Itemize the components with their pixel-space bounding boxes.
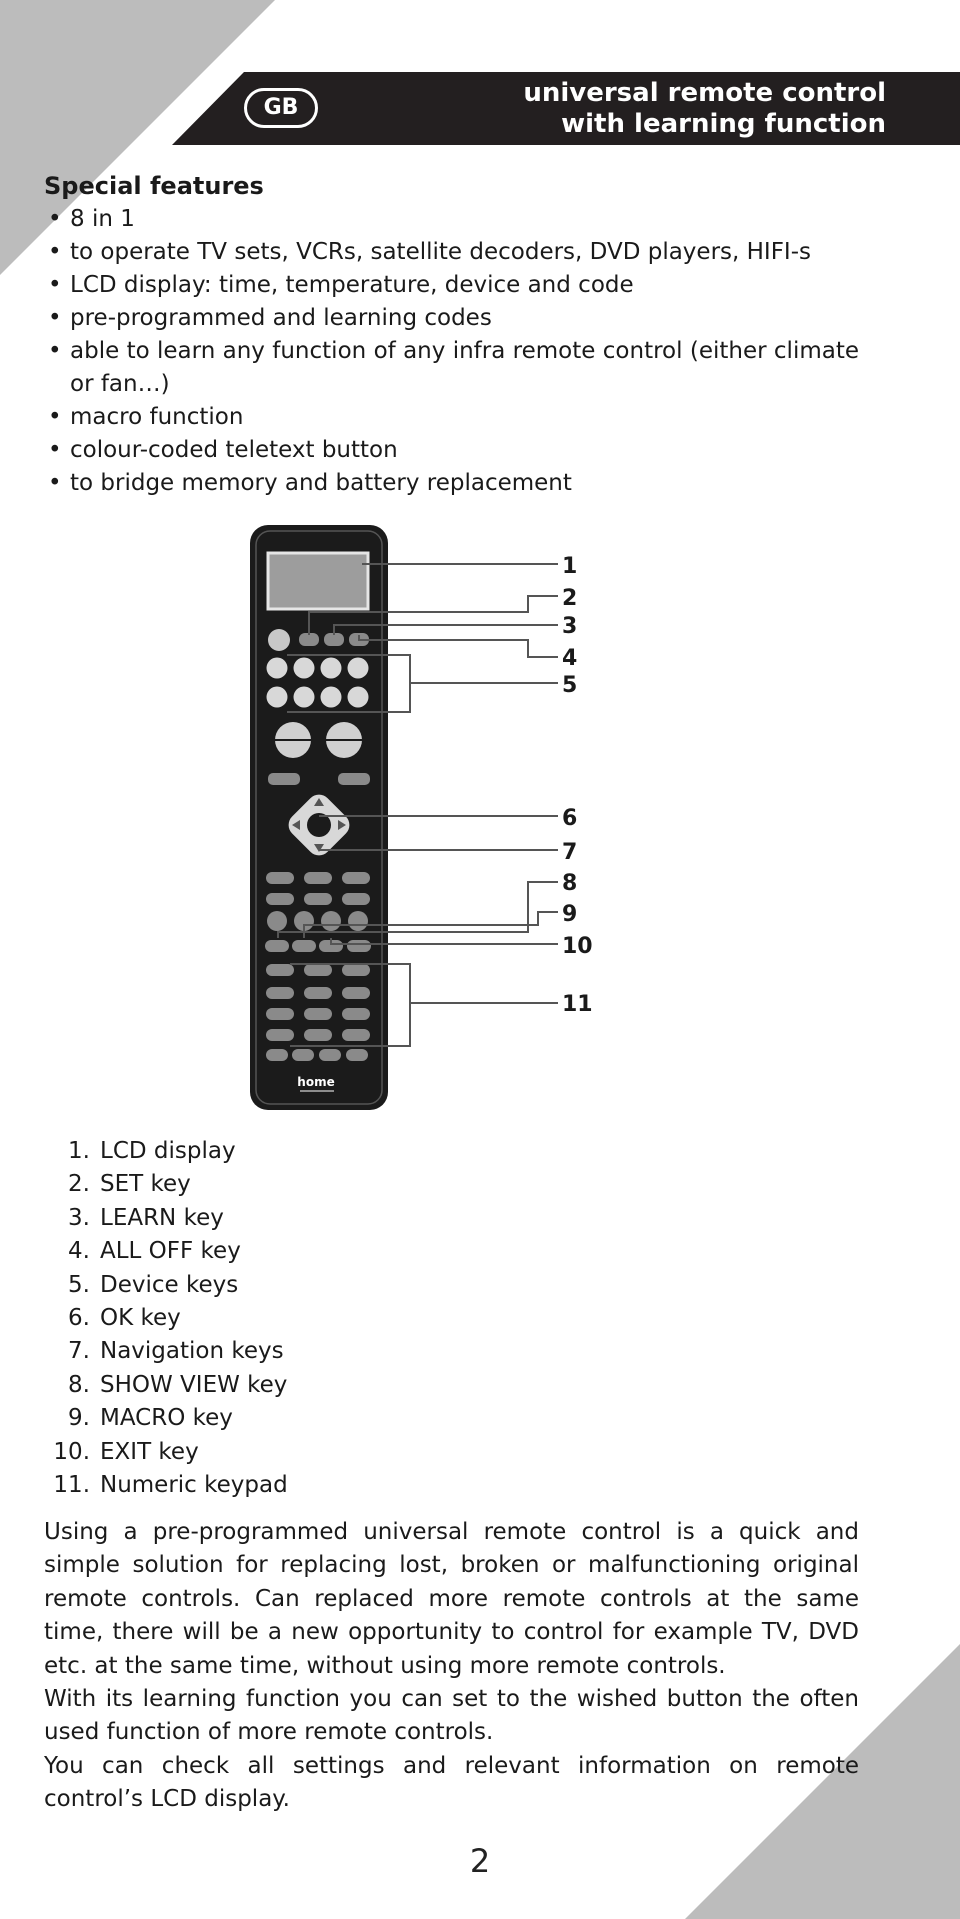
item-number: 9. bbox=[68, 1405, 90, 1432]
item-number: 2. bbox=[68, 1171, 90, 1198]
callout-8: 8 bbox=[562, 871, 578, 896]
parts-list-item bbox=[44, 1469, 544, 1502]
parts-list-item bbox=[44, 1235, 544, 1268]
callout-11: 11 bbox=[562, 992, 593, 1017]
callout-4: 4 bbox=[562, 646, 578, 671]
features-heading: Special features bbox=[44, 172, 264, 200]
parts-list-item bbox=[44, 1335, 544, 1368]
title-line-2: with learning function bbox=[561, 109, 886, 139]
item-label: Device keys bbox=[100, 1271, 239, 1298]
item-number: 1. bbox=[68, 1138, 90, 1164]
paragraph: You can check all settings and relevant information on remote control’s LCD display. bbox=[44, 1752, 859, 1813]
feature-item: • to bridge memory and battery replacement bbox=[44, 467, 859, 500]
paragraph: Using a pre-programmed universal remote control is a quick and simple solution for replacing lost, broken or malfunctioning original remote controls. Can replaced more remote controls at the same time, there will be a new opportunity to control for example TV, DVD etc. at the same time, without using more remote controls. bbox=[44, 1519, 859, 1679]
item-number: 7. bbox=[68, 1338, 90, 1365]
item-label: MACRO key bbox=[100, 1405, 233, 1432]
item-label: Navigation keys bbox=[100, 1338, 284, 1365]
callout-6: 6 bbox=[562, 806, 578, 831]
language-badge: GB bbox=[244, 88, 318, 128]
item-label: ALL OFF key bbox=[100, 1238, 241, 1265]
callout-10: 10 bbox=[562, 934, 593, 959]
feature-item: • able to learn any function of any infra remote control (either climate or fan…) bbox=[44, 335, 859, 401]
feature-item: • colour-coded teletext button bbox=[44, 434, 859, 467]
description-text bbox=[44, 1516, 859, 1817]
parts-list-item bbox=[44, 1202, 544, 1235]
item-number: 5. bbox=[68, 1271, 90, 1298]
parts-list-item bbox=[44, 1436, 544, 1469]
feature-item: • to operate TV sets, VCRs, satellite decoders, DVD players, HIFI-s bbox=[44, 236, 859, 269]
callout-7: 7 bbox=[562, 840, 578, 865]
item-label: LEARN key bbox=[100, 1204, 224, 1231]
parts-list-item bbox=[44, 1369, 544, 1402]
callout-9: 9 bbox=[562, 902, 578, 927]
callout-5: 5 bbox=[562, 673, 578, 698]
feature-item: • LCD display: time, temperature, device and code bbox=[44, 269, 859, 302]
item-label: SET key bbox=[100, 1171, 191, 1198]
feature-item: • pre-programmed and learning codes bbox=[44, 302, 859, 335]
item-number: 6. bbox=[68, 1305, 90, 1332]
title-line-1: universal remote control bbox=[523, 78, 886, 108]
function-key-right bbox=[338, 773, 370, 785]
item-label: EXIT key bbox=[100, 1438, 199, 1465]
feature-item: • macro function bbox=[44, 401, 859, 434]
parts-list bbox=[44, 1135, 544, 1502]
paragraph: With its learning function you can set to the wished button the often used function of more remote controls. bbox=[44, 1686, 859, 1746]
brand-logo: home bbox=[297, 1075, 335, 1089]
set-key bbox=[268, 629, 290, 651]
parts-list-item bbox=[44, 1168, 544, 1201]
parts-list-item bbox=[44, 1402, 544, 1435]
page-title bbox=[366, 78, 886, 140]
item-number: 10. bbox=[53, 1438, 90, 1465]
features-list bbox=[44, 203, 859, 500]
remote-control-diagram bbox=[0, 520, 960, 1115]
parts-list-item bbox=[44, 1269, 544, 1302]
item-number: 8. bbox=[68, 1371, 90, 1398]
parts-list-item bbox=[44, 1302, 544, 1335]
item-label: LCD display bbox=[100, 1138, 236, 1164]
page-number: 2 bbox=[469, 1842, 491, 1880]
callout-1: 1 bbox=[562, 554, 578, 579]
special-features-section bbox=[44, 170, 859, 500]
function-key-left bbox=[268, 773, 300, 785]
item-label: OK key bbox=[100, 1305, 181, 1332]
callout-3: 3 bbox=[562, 614, 578, 639]
item-label: Numeric keypad bbox=[100, 1472, 288, 1499]
feature-item: • 8 in 1 bbox=[44, 203, 859, 236]
parts-list-item bbox=[44, 1135, 544, 1168]
lcd-display bbox=[268, 553, 368, 609]
item-label: SHOW VIEW key bbox=[100, 1371, 288, 1398]
item-number: 11. bbox=[53, 1472, 90, 1499]
item-number: 3. bbox=[68, 1204, 90, 1231]
item-number: 4. bbox=[68, 1238, 90, 1265]
callout-2: 2 bbox=[562, 586, 578, 611]
